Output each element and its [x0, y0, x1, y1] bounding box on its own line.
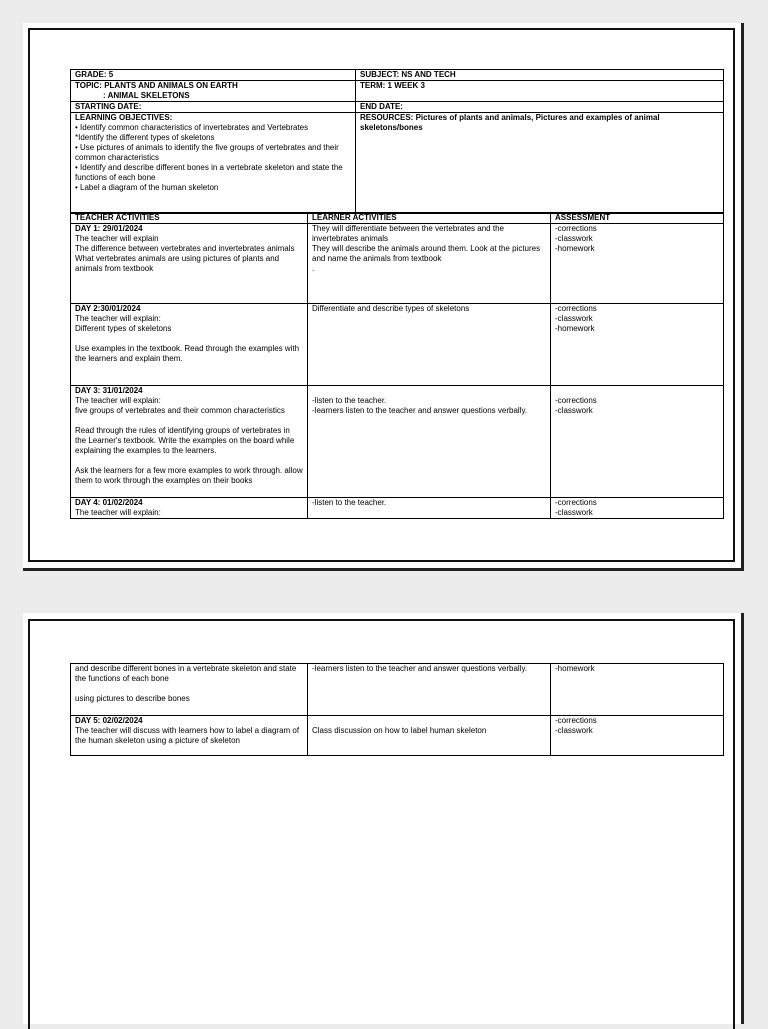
starting-date-label: STARTING DATE: [71, 102, 356, 113]
teacher-text: The teacher will explain The difference between vertebrates and invertebrates animals What vertebrates animals are using pictures of plants and animals from textbook [75, 234, 295, 273]
assessment-text: -corrections -classwork [551, 386, 724, 498]
topic-cell [71, 81, 356, 102]
table-row [71, 386, 724, 498]
learner-text: -listen to the teacher. -learners listen to the teacher and answer questions verbally. [308, 386, 551, 498]
topic-label: TOPIC: PLANTS AND ANIMALS ON EARTH [75, 81, 238, 90]
document-page-1 [23, 23, 744, 571]
activities-table-continued [70, 663, 724, 756]
learner-activities-header: LEARNER ACTIVITIES [308, 213, 551, 224]
objective-item: • Label a diagram of the human skeleton [75, 183, 219, 192]
day-label: DAY 4: 01/02/2024 [75, 498, 143, 507]
document-page-2 [23, 613, 744, 1024]
learner-text: -learners listen to the teacher and answer questions verbally. [308, 664, 551, 716]
table-row [71, 304, 724, 386]
teacher-text: and describe different bones in a vertebrate skeleton and state the functions of each bone using pictures to describe bones [71, 664, 308, 716]
teacher-text: The teacher will explain: five groups of vertebrates and their common characteristics Read through the rules of identifying groups of vertebrates in the Learner's textbook. Write the examples on the board while explaining the examples to the learners. Ask the learners for a few more examples to work through. allow them to work through the examples on their books [75, 396, 303, 485]
teacher-cell [71, 224, 308, 304]
assessment-text: -corrections -classwork -homework [551, 224, 724, 304]
day-label: DAY 2:30/01/2024 [75, 304, 141, 313]
subtopic-label: : ANIMAL SKELETONS [103, 91, 190, 100]
day-label: DAY 1: 29/01/2024 [75, 224, 143, 233]
lesson-header-table [70, 69, 724, 214]
term-label: TERM: 1 WEEK 3 [356, 81, 724, 102]
table-row [71, 664, 724, 716]
learner-text: Differentiate and describe types of skeletons [308, 304, 551, 386]
learner-text: They will differentiate between the vertebrates and the invertebrates animals They will describe the animals around them. Look at the pictures and name the animals from textbook . [308, 224, 551, 304]
teacher-cell [71, 304, 308, 386]
objective-item: • Identify common characteristics of invertebrates and Vertebrates [75, 123, 309, 132]
assessment-text: -corrections -classwork [551, 716, 724, 756]
teacher-text: The teacher will discuss with learners how to label a diagram of the human skeleton using a picture of skeleton [75, 726, 300, 745]
teacher-text: The teacher will explain: [75, 508, 161, 517]
day-label: DAY 3: 31/01/2024 [75, 386, 143, 395]
objective-item: • Identify and describe different bones in a vertebrate skeleton and state the functions of each bone [75, 163, 343, 182]
learner-text: -listen to the teacher. [308, 498, 551, 519]
grade-label: GRADE: 5 [71, 70, 356, 81]
teacher-cell [71, 498, 308, 519]
objective-item: • Use pictures of animals to identify the five groups of vertebrates and their common characteristics [75, 143, 339, 162]
end-date-label: END DATE: [356, 102, 724, 113]
table-row [71, 224, 724, 304]
subject-label: SUBJECT: NS AND TECH [356, 70, 724, 81]
assessment-text: -corrections -classwork [551, 498, 724, 519]
objectives-cell [71, 113, 356, 214]
table-row [71, 716, 724, 756]
table-row [71, 498, 724, 519]
objectives-title: LEARNING OBJECTIVES: [75, 113, 173, 122]
assessment-header: ASSESSMENT [551, 213, 724, 224]
assessment-text: -corrections -classwork -homework [551, 304, 724, 386]
teacher-text: The teacher will explain: Different types of skeletons Use examples in the textbook. Read through the examples with the learners and explain them. [75, 314, 300, 363]
teacher-cell [71, 716, 308, 756]
teacher-cell [71, 386, 308, 498]
activities-table [70, 212, 724, 519]
objective-item: *Identify the different types of skeletons [75, 133, 215, 142]
day-label: DAY 5: 02/02/2024 [75, 716, 143, 725]
teacher-activities-header: TEACHER ACTIVITIES [71, 213, 308, 224]
resources-text: RESOURCES: Pictures of plants and animals, Pictures and examples of animal skeletons/bones [356, 113, 724, 214]
learner-text: Class discussion on how to label human skeleton [308, 716, 551, 756]
assessment-text: -homework [551, 664, 724, 716]
